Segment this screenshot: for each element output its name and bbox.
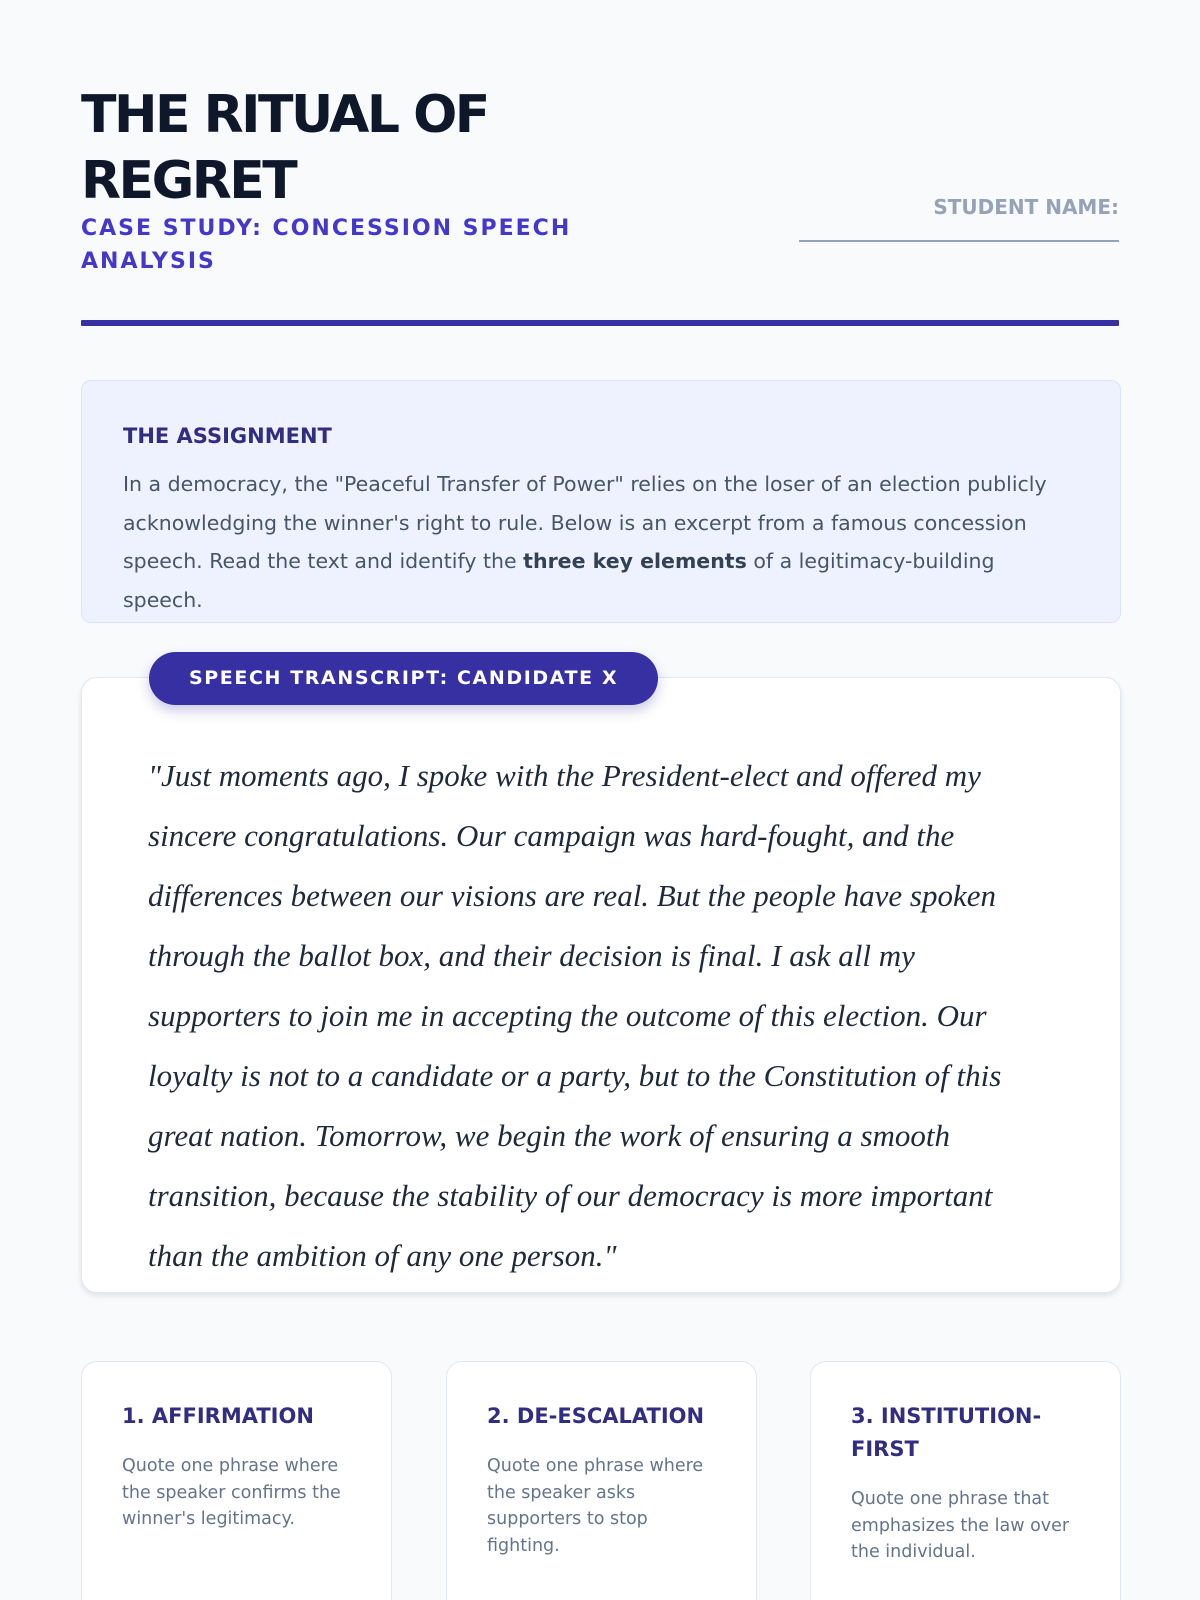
assignment-text-emphasis: three key elements <box>523 549 747 573</box>
element-card-title: 3. INSTITUTION-FIRST <box>851 1404 1042 1461</box>
element-card-prompt: Quote one phrase where the speaker asks supporters to stop fighting. <box>487 1456 704 1556</box>
element-card-title: 1. AFFIRMATION <box>122 1404 314 1428</box>
student-name-line[interactable] <box>799 240 1119 242</box>
header-divider <box>81 320 1119 326</box>
assignment-text-outro: of a legitimacy-building speech. <box>123 549 995 612</box>
speech-quote: "Just moments ago, I spoke with the President-elect and offered my sincere congratulations. Our campaign was hard-fought, and the differences between our visions are real. But the people have spoken through the ballot box, and their decision is final. I ask all my supporters to join me in accepting the outcome of this election. Our loyalty is not to a candidate or a party, but to the Constitution of this great nation. Tomorrow, we begin the work of ensuring a smooth transition, because the stability of our democracy is more important than the ambition of any one person." <box>148 758 1002 1273</box>
element-card-de-escalation <box>446 1361 757 1600</box>
assignment-heading: THE ASSIGNMENT <box>123 424 332 448</box>
element-card-title: 2. DE-ESCALATION <box>487 1404 705 1428</box>
student-name-field[interactable] <box>799 192 1119 242</box>
assignment-panel <box>81 380 1121 623</box>
element-card-prompt: Quote one phrase that emphasizes the law over the individual. <box>851 1489 1070 1562</box>
page-title: THE RITUAL OF REGRET <box>81 85 488 211</box>
worksheet-header <box>81 0 1119 330</box>
element-card-institution-first <box>810 1361 1121 1600</box>
element-card-affirmation <box>81 1361 392 1600</box>
transcript-tag: SPEECH TRANSCRIPT: CANDIDATE X <box>149 652 658 705</box>
speech-transcript-card <box>81 667 1121 1293</box>
key-elements-cards <box>81 1361 1121 1600</box>
assignment-text-intro: In a democracy, the "Peaceful Transfer of Power" relies on the loser of an election publicly acknowledging the winner's right to rule. Below is an excerpt from a famous concession speech. Read the text and identify the <box>123 472 1047 573</box>
element-card-prompt: Quote one phrase where the speaker confirms the winner's legitimacy. <box>122 1456 341 1529</box>
assignment-text <box>123 465 1079 619</box>
page-subtitle: CASE STUDY: CONCESSION SPEECH ANALYSIS <box>81 216 572 274</box>
student-name-label: STUDENT NAME: <box>933 195 1119 219</box>
